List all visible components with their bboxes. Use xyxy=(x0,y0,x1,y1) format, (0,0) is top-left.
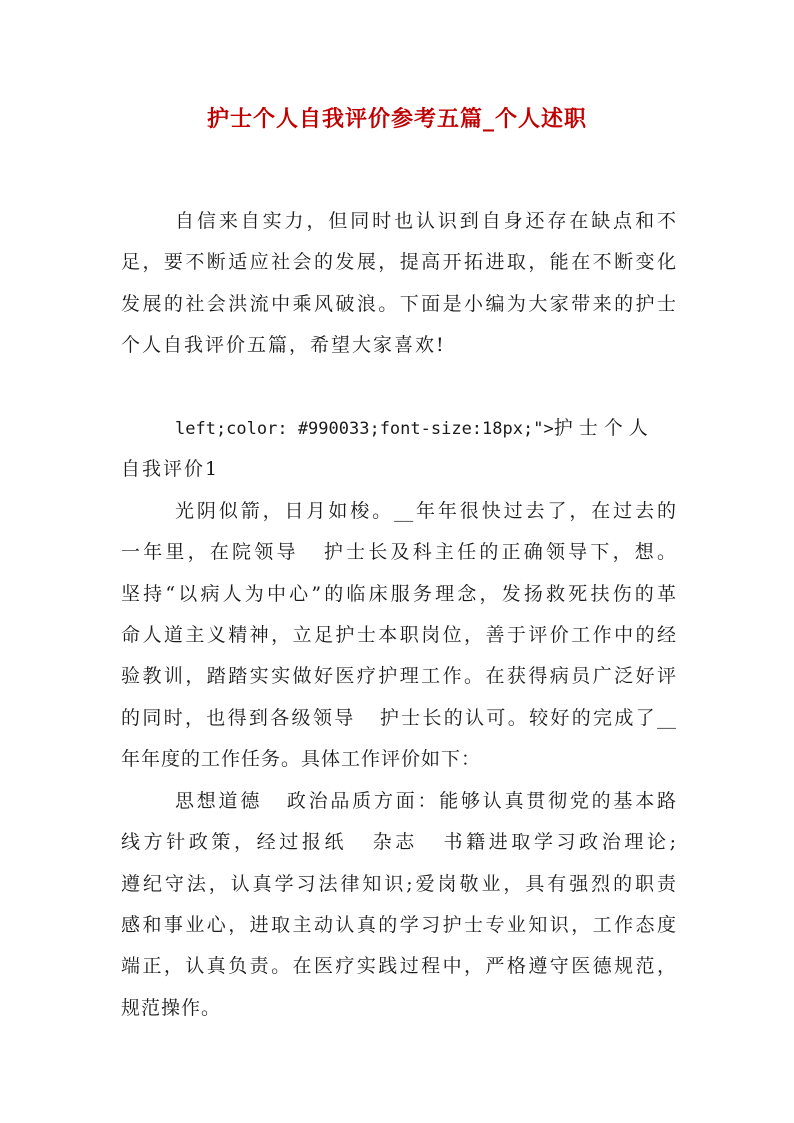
p2-line-2a: 线方针政策，经过报纸 xyxy=(121,831,348,853)
heading-code-text: left;color: #990033;font-size:18px;"> xyxy=(175,419,554,439)
p2-line-6: 规范操作。 xyxy=(121,997,222,1019)
intro-line-1: 自信来自实力，但同时也认识到自身还存在缺点和不 xyxy=(175,210,676,232)
intro-line-4: 个人自我评价五篇，希望大家喜欢! xyxy=(121,334,446,356)
p1-line-1: 光阴似箭，日月如梭。__年年很快过去了，在过去的 xyxy=(175,500,676,522)
p1-line-2a: 一年里，在院领导 xyxy=(121,541,299,563)
p1-line-6b: 护士长的认可。较好的完成了__ xyxy=(377,707,676,729)
p1-line-4: 命人道主义精神，立足护士本职岗位，善于评价工作中的经 xyxy=(121,624,676,646)
p1-line-2 xyxy=(121,538,676,566)
section-heading-line-1 xyxy=(121,414,676,443)
p1-line-7: 年年度的工作任务。具体工作评价如下： xyxy=(121,748,482,770)
p1-line-2b: 护士长及科主任的正确领导下，想。 xyxy=(320,541,676,563)
document-title: 护士个人自我评价参考五篇_个人述职 xyxy=(206,106,587,132)
section-heading-line-2: 自我评价1 xyxy=(121,458,220,480)
intro-line-3: 发展的社会洪流中乘风破浪。下面是小编为大家带来的护士 xyxy=(121,293,676,315)
p2-line-4: 感和事业心，进取主动认真的学习护士专业知识，工作态度 xyxy=(121,914,676,936)
p2-line-2c: 书籍进取学习政治理论; xyxy=(439,831,676,853)
heading-tail-text: 护士个人 xyxy=(553,417,654,439)
p2-line-5: 端正，认真负责。在医疗实践过程中，严格遵守医德规范， xyxy=(121,955,676,977)
p2-line-2b: 杂志 xyxy=(369,831,418,853)
intro-line-2: 足，要不断适应社会的发展，提高开拓进取，能在不断变化 xyxy=(121,251,676,273)
p1-line-3: 坚持“以病人为中心”的临床服务理念，发扬救死扶伤的革 xyxy=(121,583,676,605)
p2-line-1 xyxy=(121,787,676,815)
p2-line-1b: 政治品质方面：能够认真贯彻党的基本路 xyxy=(284,790,676,812)
p2-line-2 xyxy=(121,828,676,856)
p1-line-5: 验教训，踏踏实实做好医疗护理工作。在获得病员广泛好评 xyxy=(121,665,676,687)
p1-line-6a: 的同时，也得到各级领导 xyxy=(121,707,356,729)
p2-line-3: 遵纪守法，认真学习法律知识;爱岗敬业，具有强烈的职责 xyxy=(121,873,676,895)
p1-line-6 xyxy=(121,704,676,732)
p2-line-1a: 思想道德 xyxy=(175,790,263,812)
